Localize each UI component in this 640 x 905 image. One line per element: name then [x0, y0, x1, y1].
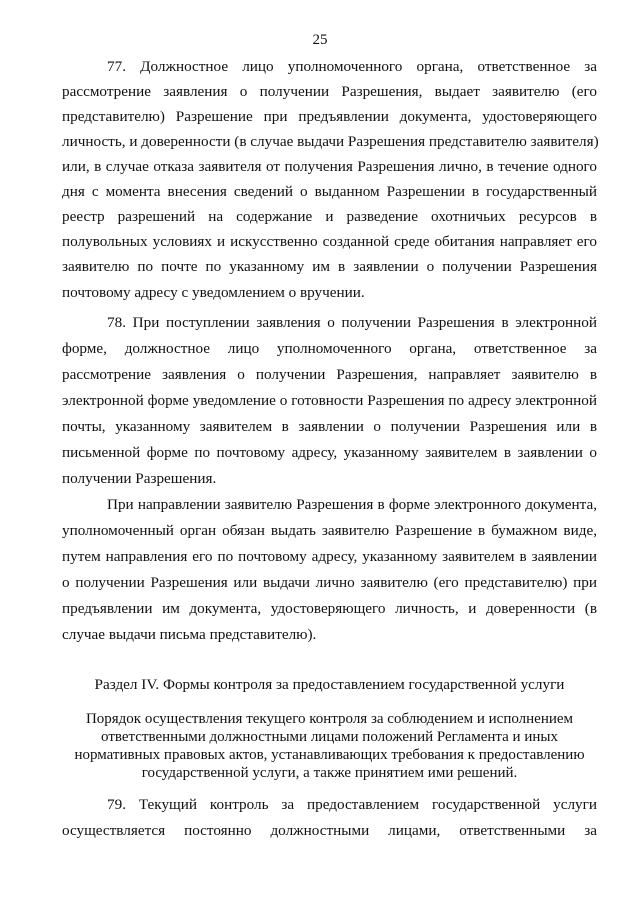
subsection-title-line-3: нормативных правовых актов, устанавливающих требования к предоставлению	[74, 747, 585, 763]
paragraph-77-line-1: 77. Должностное лицо уполномоченного органа, ответственное за	[107, 58, 597, 75]
paragraph-electronic-line-3: путем направления его по почтовому адресу, указанному заявителем в заявлении	[62, 548, 597, 565]
paragraph-78-line-5: почты, указанному заявителем в заявлении о получении Разрешения или в	[62, 418, 597, 435]
paragraph-77-line-9: заявителю по почте по указанному им в заявлении о получении Разрешения	[62, 258, 597, 275]
paragraph-electronic-line-4: о получении Разрешения или выдачи лично заявителю (его представителю) при	[62, 574, 597, 591]
paragraph-78-line-7: получении Разрешения.	[62, 470, 217, 487]
subsection-title-line-2: ответственными должностными лицами положений Регламента и иных	[101, 729, 558, 745]
paragraph-77-line-3: представителю) Разрешение при предъявлении документа, удостоверяющего	[62, 108, 597, 125]
paragraph-77-line-4: личность, и доверенности (в случае выдачи Разрешения представителю заявителя)	[62, 133, 599, 150]
paragraph-electronic-line-1: При направлении заявителю Разрешения в форме электронного документа,	[107, 496, 597, 513]
subsection-title-line-4: государственной услуги, а также принятием ими решений.	[141, 765, 518, 781]
paragraph-electronic-line-6: случае выдачи письма представителю).	[62, 626, 317, 643]
subsection-title-line-1: Порядок осуществления текущего контроля за соблюдением и исполнением	[85, 711, 574, 727]
paragraph-77-line-10: почтовому адресу с уведомлением о вручении.	[62, 284, 365, 301]
paragraph-77-line-8: полувольных условиях и искусственно созданной среде обитания направляет его	[62, 233, 597, 250]
paragraph-77-line-2: рассмотрение заявления о получении Разрешения, выдает заявителю (его	[62, 83, 597, 100]
paragraph-77-line-6: дня с момента внесения сведений о выданном Разрешении в государственный	[62, 183, 597, 200]
paragraph-electronic-line-2: уполномоченный орган обязан выдать заявителю Разрешение в бумажном виде,	[62, 522, 597, 539]
paragraph-79-line-2: осуществляется постоянно должностными лицами, ответственными за	[62, 822, 597, 839]
paragraph-78-line-2: форме, должностное лицо уполномоченного органа, ответственное за	[62, 340, 597, 357]
paragraph-79-line-1: 79. Текущий контроль за предоставлением государственной услуги	[107, 796, 597, 813]
paragraph-78-line-4: электронной форме уведомление о готовности Разрешения по адресу электронной	[62, 392, 597, 409]
paragraph-78-line-1: 78. При поступлении заявления о получении Разрешения в электронной	[107, 314, 597, 331]
page-number: 25	[312, 32, 328, 48]
paragraph-78-line-3: рассмотрение заявления о получении Разрешения, направляет заявителю в	[62, 366, 597, 383]
section-title: Раздел IV. Формы контроля за предоставлением государственной услуги	[94, 676, 565, 693]
paragraph-78-line-6: письменной форме по почтовому адресу, указанному заявителем в заявлении о	[62, 444, 597, 461]
paragraph-electronic-line-5: предъявлении им документа, удостоверяющего личность, и доверенности (в	[62, 600, 597, 617]
paragraph-77-line-7: реестр разрешений на содержание и разведение охотничьих ресурсов в	[62, 208, 597, 225]
paragraph-77-line-5: или, в случае отказа заявителя от получения Разрешения лично, в течение одного	[62, 158, 597, 175]
